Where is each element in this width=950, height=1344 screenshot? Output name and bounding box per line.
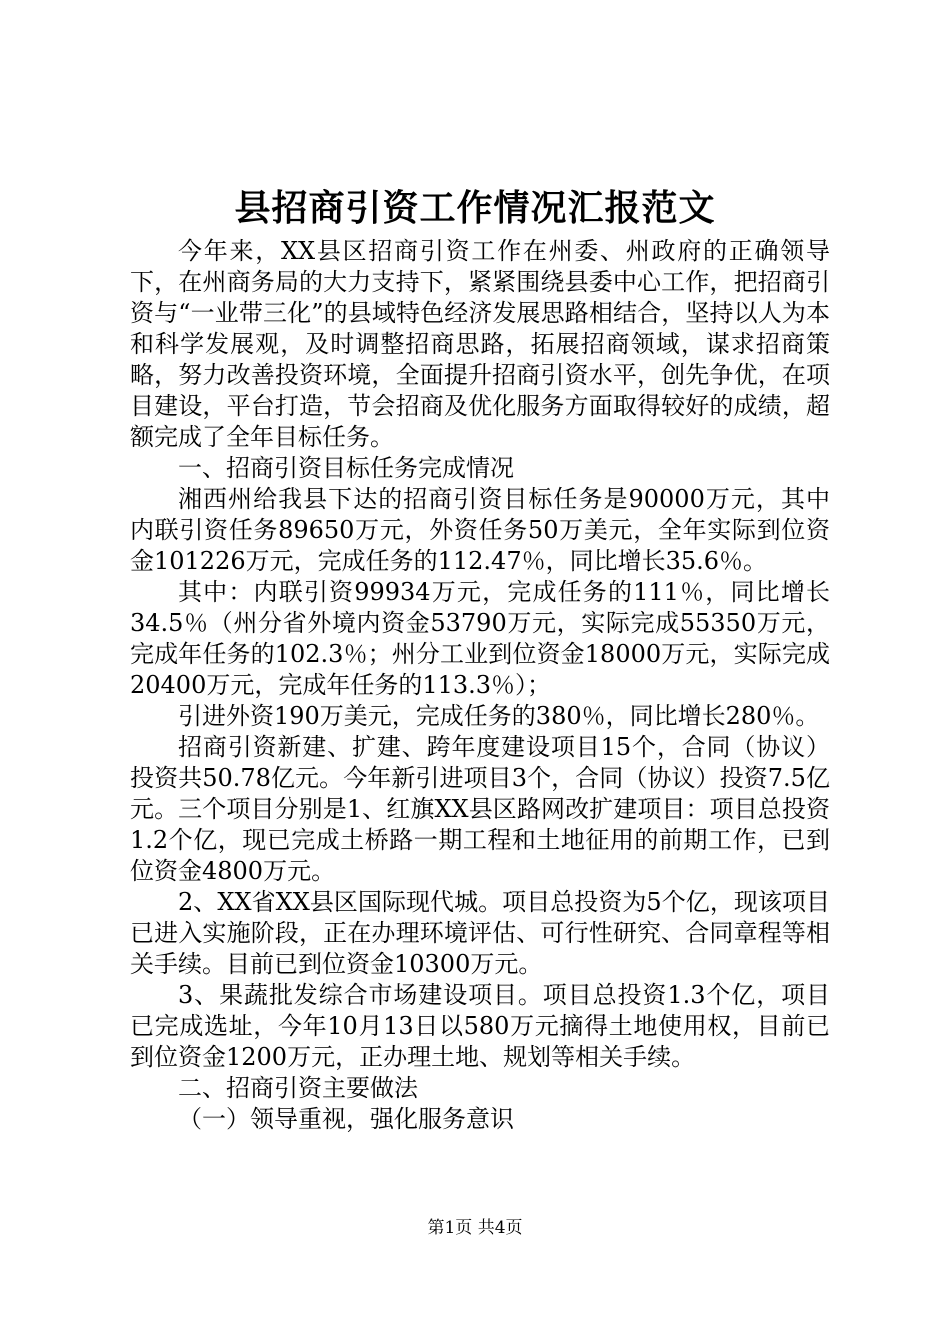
paragraph-projects: 招商引资新建、扩建、跨年度建设项目15个，合同（协议）投资共50.78亿元。今年新引进项目3个，合同（协议）投资7.5亿元。三个项目分别是1、红旗XX县区路网改扩建项目：项目总投资1.2个亿，现已完成土桥路一期工程和土地征用的前期工作，已到位资金4800万元。 <box>130 733 830 885</box>
section-heading-2: 二、招商引资主要做法 <box>178 1074 418 1102</box>
document-body <box>130 236 830 1135</box>
page-footer: 第1页 共4页 <box>427 1218 523 1238</box>
paragraph-intro: 今年来，XX县区招商引资工作在州委、州政府的正确领导下，在州商务局的大力支持下，紧紧围绕县委中心工作，把招商引资与“一业带三化”的县域特色经济发展思路相结合，坚持以人为本和科学发展观，及时调整招商思路，拓展招商领域，谋求招商策略，努力改善投资环境，全面提升招商引资水平，创先争优，在项目建设，平台打造，节会招商及优化服务方面取得较好的成绩，超额完成了全年目标任务。 <box>130 237 830 451</box>
subsection-heading-1: （一）领导重视，强化服务意识 <box>178 1105 514 1133</box>
paragraph-project-2: 2、XX省XX县区国际现代城。项目总投资为5个亿，现该项目已进入实施阶段，正在办理环境评估、可行性研究、合同章程等相关手续。目前已到位资金10300万元。 <box>130 888 830 978</box>
section-heading-1: 一、招商引资目标任务完成情况 <box>178 454 514 482</box>
paragraph-domestic: 其中：内联引资99934万元，完成任务的111％，同比增长34.5％（州分省外境内资金53790万元，实际完成55350万元，完成年任务的102.3％；州分工业到位资金18000万元，实际完成20400万元，完成年任务的113.3％）； <box>130 578 830 699</box>
paragraph-project-3: 3、果蔬批发综合市场建设项目。项目总投资1.3个亿，项目已完成选址，今年10月13日以580万元摘得土地使用权，目前已到位资金1200万元，正办理土地、规划等相关手续。 <box>130 981 830 1071</box>
document-title: 县招商引资工作情况汇报范文 <box>234 187 716 229</box>
paragraph-target: 湘西州给我县下达的招商引资目标任务是90000万元，其中内联引资任务89650万元，外资任务50万美元，全年实际到位资金101226万元，完成任务的112.47％，同比增长35.6％。 <box>130 485 830 575</box>
paragraph-foreign: 引进外资190万美元，完成任务的380％，同比增长280％。 <box>178 702 820 730</box>
